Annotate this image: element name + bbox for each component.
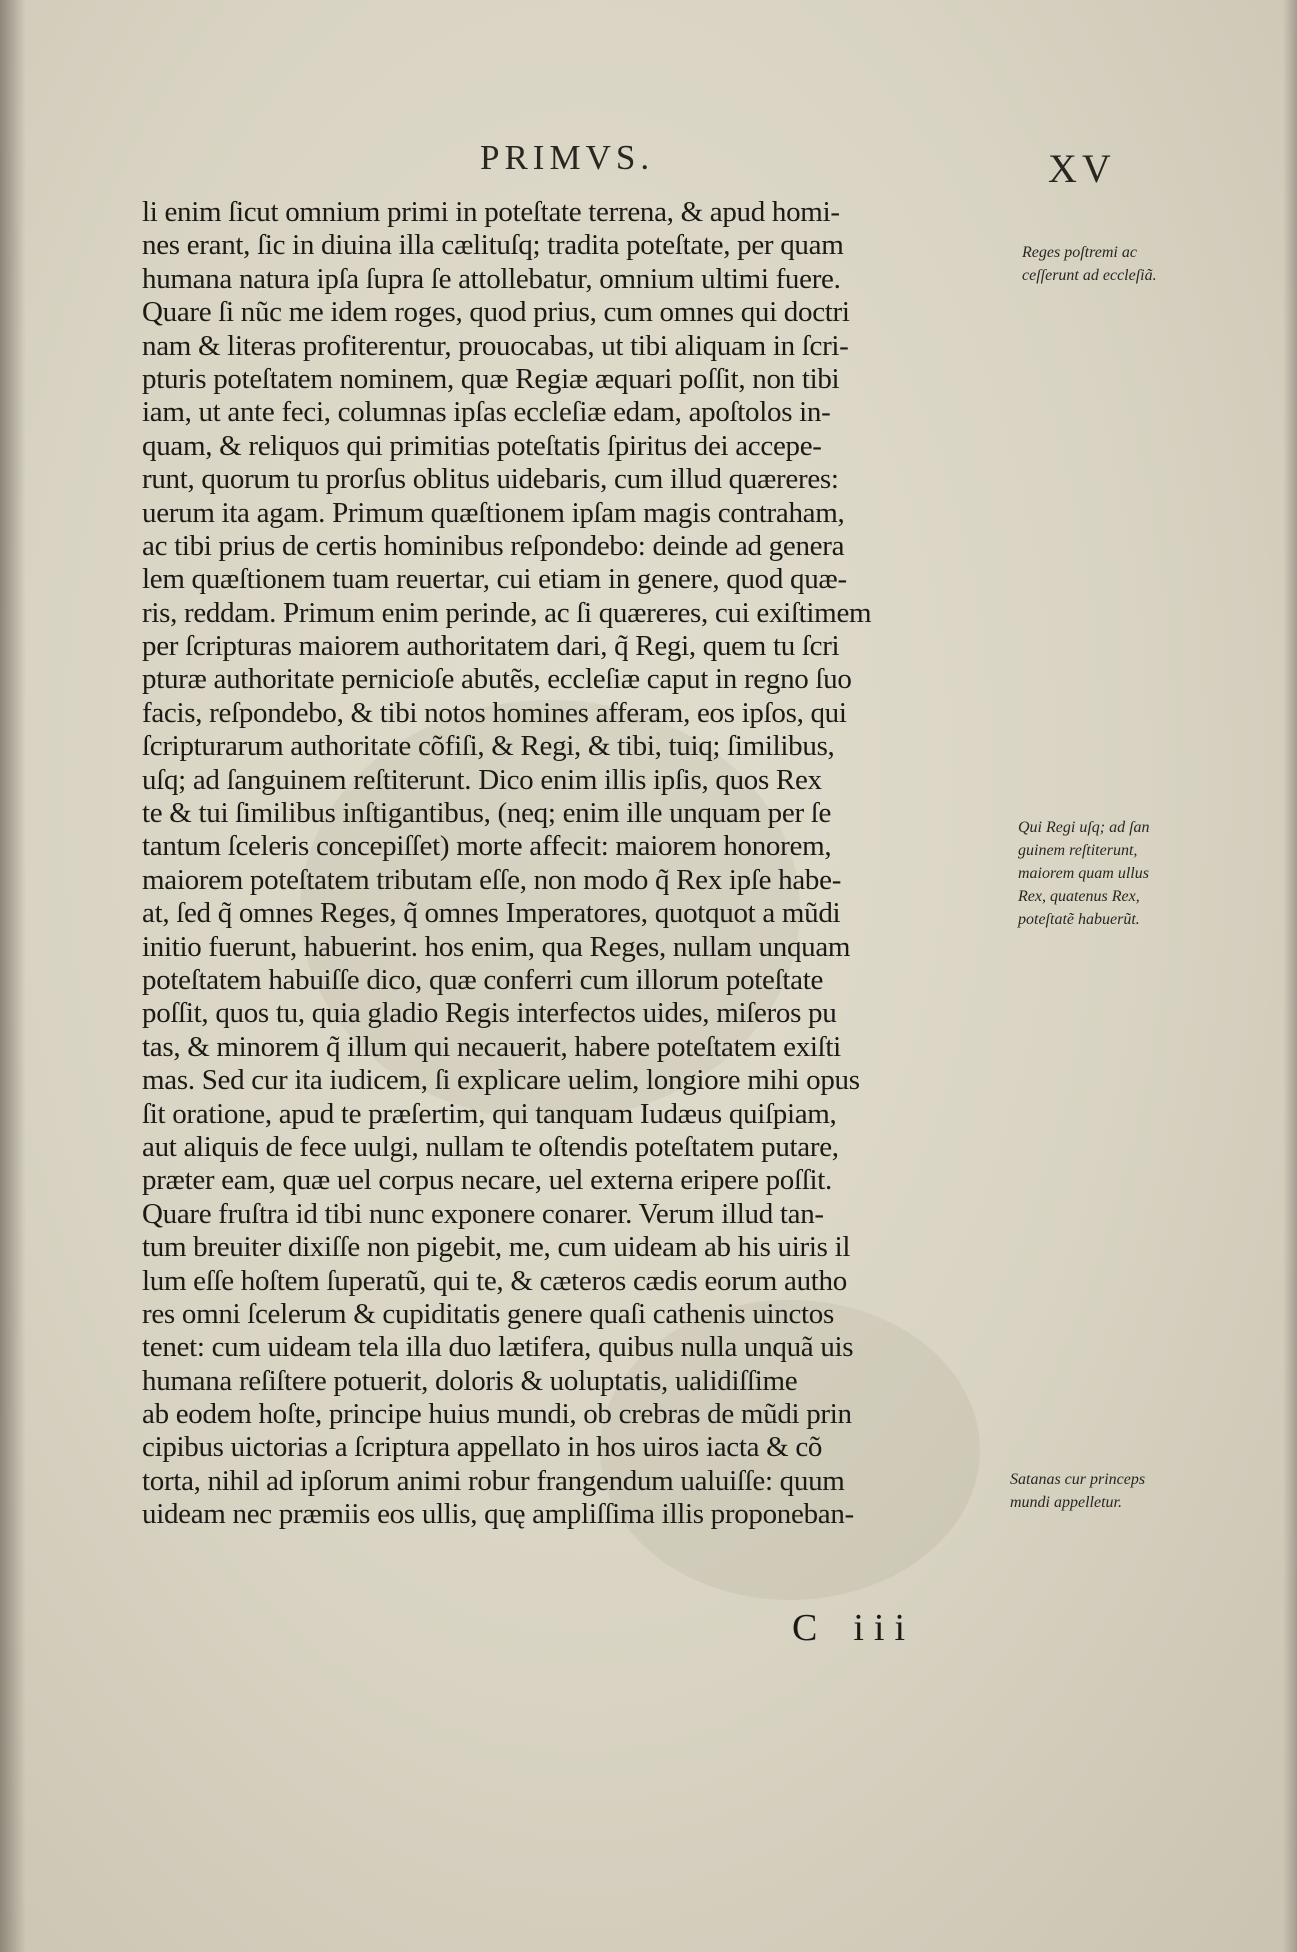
text-line: runt, quorum tu prorſus oblitus uidebaris, cum illud quæreres:	[142, 463, 839, 496]
text-line: initio fuerunt, habuerint. hos enim, qua Reges, nullam unquam	[142, 930, 851, 963]
signature-numeral: iii	[853, 1607, 916, 1649]
marginal-note-line: Reges poſtremi ac	[1022, 244, 1137, 261]
text-line: ab eodem hoſte, principe huius mundi, ob crebras de mũdi prin	[142, 1398, 852, 1431]
text-line: humana reſiſtere potuerit, doloris & uoluptatis, ualidiſſime	[142, 1364, 798, 1397]
text-line: poſſit, quos tu, quia gladio Regis interfectos uides, miſeros pu	[142, 997, 837, 1030]
text-line: ſcripturarum authoritate cõfiſi, & Regi, & tibi, tuiq; ſimilibus,	[142, 730, 835, 763]
text-line: mas. Sed cur ita iudicem, ſi explicare uelim, longiore mihi opus	[142, 1064, 860, 1097]
text-line: pturis poteſtatem nominem, quæ Regiæ æquari poſſit, non tibi	[142, 362, 840, 395]
text-line: per ſcripturas maiorem authoritatem dari, q̃ Regi, quem tu ſcri	[142, 630, 840, 663]
marginal-note-line: poteſtatẽ habuerũt.	[1018, 911, 1140, 928]
marginal-note-line: Rex, quatenus Rex,	[1018, 888, 1140, 905]
text-line: præter eam, quæ uel corpus necare, uel externa eripere poſſit.	[142, 1164, 832, 1197]
marginal-note-line: maiorem quam ullus	[1018, 865, 1149, 882]
marginal-note-line: mundi appelletur.	[1010, 1494, 1122, 1511]
text-line: poteſtatem habuiſſe dico, quæ conferri cum illorum poteſtate	[142, 963, 824, 996]
text-line: iam, ut ante feci, columnas ipſas eccleſiæ edam, apoſtolos in-	[142, 396, 831, 429]
text-line: ſit oratione, apud te præſertim, qui tanquam Iudæus quiſpiam,	[142, 1097, 837, 1130]
text-line: tenet: cum uideam tela illa duo lætifera, quibus nulla unquã uis	[142, 1331, 854, 1364]
main-text-block	[142, 196, 992, 1532]
signature-mark	[792, 1606, 915, 1650]
text-line: res omni ſcelerum & cupiditatis genere quaſi cathenis uinctos	[142, 1297, 834, 1330]
text-line: lem quæſtionem tuam reuertar, cui etiam in genere, quod quæ-	[142, 563, 847, 596]
text-line: tantum ſceleris concepiſſet) morte affecit: maiorem honorem,	[142, 830, 832, 863]
page-edge-shadow	[1283, 0, 1297, 1952]
marginal-note-line: Satanas cur princeps	[1010, 1471, 1146, 1488]
text-line: maiorem poteſtatem tributam eſſe, non modo q̃ Rex ipſe habe-	[142, 863, 842, 896]
text-line: uſq; ad ſanguinem reſtiterunt. Dico enim illis ipſis, quos Rex	[142, 763, 822, 796]
text-line: tas, & minorem q̃ illum qui necauerit, habere poteſtatem exiſti	[142, 1030, 841, 1063]
signature-letter: C	[792, 1607, 828, 1649]
text-line: nes erant, ſic in diuina illa cælituſq; tradita poteſtate, per quam	[142, 229, 844, 262]
text-line: tum breuiter dixiſſe non pigebit, me, cum uideam ab his uiris il	[142, 1231, 851, 1264]
page-gutter-shadow	[0, 0, 26, 1952]
text-line: nam & literas profiterentur, prouocabas, ut tibi aliquam in ſcri-	[142, 329, 849, 362]
text-line: Quare ſi nũc me idem roges, quod prius, cum omnes qui doctri	[142, 296, 850, 329]
text-line: pturæ authoritate pernicioſe abutẽs, eccleſiæ caput in regno ſuo	[142, 663, 852, 696]
text-line: cipibus uictorias a ſcriptura appellato in hos uiros iacta & cõ	[142, 1431, 823, 1464]
text-line: lum eſſe hoſtem ſuperatũ, qui te, & cæteros cædis eorum autho	[142, 1264, 847, 1297]
marginal-note-line: ceſſerunt ad eccleſiã.	[1022, 267, 1157, 284]
text-line: torta, nihil ad ipſorum animi robur frangendum ualuiſſe: quum	[142, 1464, 845, 1497]
text-line: uerum ita agam. Primum quæſtionem ipſam magis contraham,	[142, 496, 845, 529]
marginal-note-2	[1018, 816, 1150, 931]
folio-number: XV	[1048, 146, 1116, 191]
text-line: at, ſed q̃ omnes Reges, q̃ omnes Imperatores, quotquot a mũdi	[142, 897, 841, 930]
text-line: quam, & reliquos qui primitias poteſtatis ſpiritus dei accepe-	[142, 429, 822, 462]
text-line: Quare fruſtra id tibi nunc exponere conarer. Verum illud tan-	[142, 1197, 824, 1230]
marginal-note-line: guinem reſtiterunt,	[1018, 842, 1138, 859]
text-line: ris, reddam. Primum enim perinde, ac ſi quæreres, cui exiſtimem	[142, 596, 872, 629]
text-line: te & tui ſimilibus inſtigantibus, (neq; enim ille unquam per ſe	[142, 797, 832, 830]
text-line: li enim ſicut omnium primi in poteſtate terrena, & apud homi-	[142, 196, 840, 228]
text-line: aut aliquis de fece uulgi, nullam te oſtendis poteſtatem putare,	[142, 1130, 839, 1163]
text-line: humana natura ipſa ſupra ſe attollebatur, omnium ultimi fuere.	[142, 262, 841, 295]
marginal-note-3	[1010, 1468, 1145, 1514]
text-line: facis, reſpondebo, & tibi notos homines afferam, eos ipſos, qui	[142, 696, 847, 729]
marginal-note-line: Qui Regi uſq; ad ſan	[1018, 819, 1150, 836]
text-line: ac tibi prius de certis hominibus reſpondebo: deinde ad genera	[142, 529, 845, 562]
running-head: PRIMVS.	[480, 138, 655, 177]
marginal-note-1	[1022, 241, 1157, 287]
text-line: uideam nec præmiis eos ullis, quę ampliſſima illis proponeban-	[142, 1498, 854, 1531]
